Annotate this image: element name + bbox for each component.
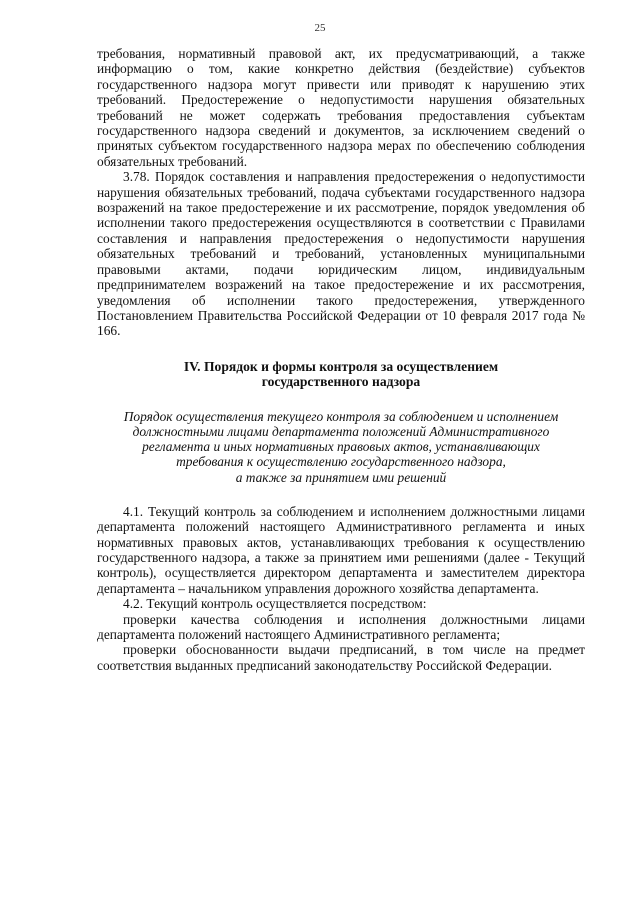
subsection-heading <box>97 409 585 485</box>
paragraph-4-2: 4.2. Текущий контроль осуществляется посредством: <box>123 596 427 612</box>
paragraph-list-item: проверки качества соблюдения и исполнения должностными лицами департамента положений настоящего Административного регламента; <box>97 611 585 642</box>
subheading-line: должностными лицами департамента положений Административного <box>132 423 550 439</box>
subheading-line: Порядок осуществления текущего контроля за соблюдением и исполнением <box>123 408 559 424</box>
subheading-line: требования к осуществлению государственного надзора, <box>176 454 506 470</box>
page-number: 25 <box>314 22 326 34</box>
document-body <box>97 46 585 673</box>
paragraph-continuation: требования, нормативный правовой акт, их предусматривающий, а также информацию о том, какие конкретно действия (бездействие) субъектов государственного надзора могут привести или приводят к нарушению этих требований. Предостережение о недопустимости нарушения обязательных требований не может содержать требования предоставления субъектам государственного надзора сведений и документов, за исключением сведений о принятых субъектом государственного надзора мерах по обеспечению соблюдения обязательных требований. <box>97 46 585 169</box>
section-heading: IV. Порядок и формы контроля за осуществлением государственного надзора <box>183 358 499 390</box>
paragraph-list-item: проверки обоснованности выдачи предписаний, в том числе на предмет соответствия выданных предписаний законодательству Российской Федерации. <box>97 642 585 673</box>
subheading-line: а также за принятием ими решений <box>235 469 447 485</box>
subheading-line: регламента и иных нормативных правовых актов, устанавливающих <box>142 439 540 455</box>
paragraph-4-1: 4.1. Текущий контроль за соблюдением и исполнением должностными лицами департамента положений настоящего Административного регламента и иных нормативных правовых актов, устанавливающих требования к осуществлению государственного надзора, а также за принятием ими решениями (далее - Текущий контроль), осуществляется директором департамента и заместителем директора департамента – начальником управления дорожного хозяйства департамента. <box>97 503 585 596</box>
paragraph-3-78: 3.78. Порядок составления и направления предостережения о недопустимости нарушения обязательных требований, подача субъектами государственного надзора возражений на такое предостережение и их рассмотрение, порядок уведомления об исполнении такого предостережения осуществляются в соответствии с Правилами составления и направления предостережения о недопустимости нарушения обязательных требований и требований, установленных муниципальными правовыми актами, подачи юридическим лицом, индивидуальным предпринимателем возражений на такое предостережение и их рассмотрения, уведомления об исполнении такого предостережения, утвержденного Постановлением Правительства Российской Федерации от 10 февраля 2017 года № 166. <box>97 169 585 339</box>
